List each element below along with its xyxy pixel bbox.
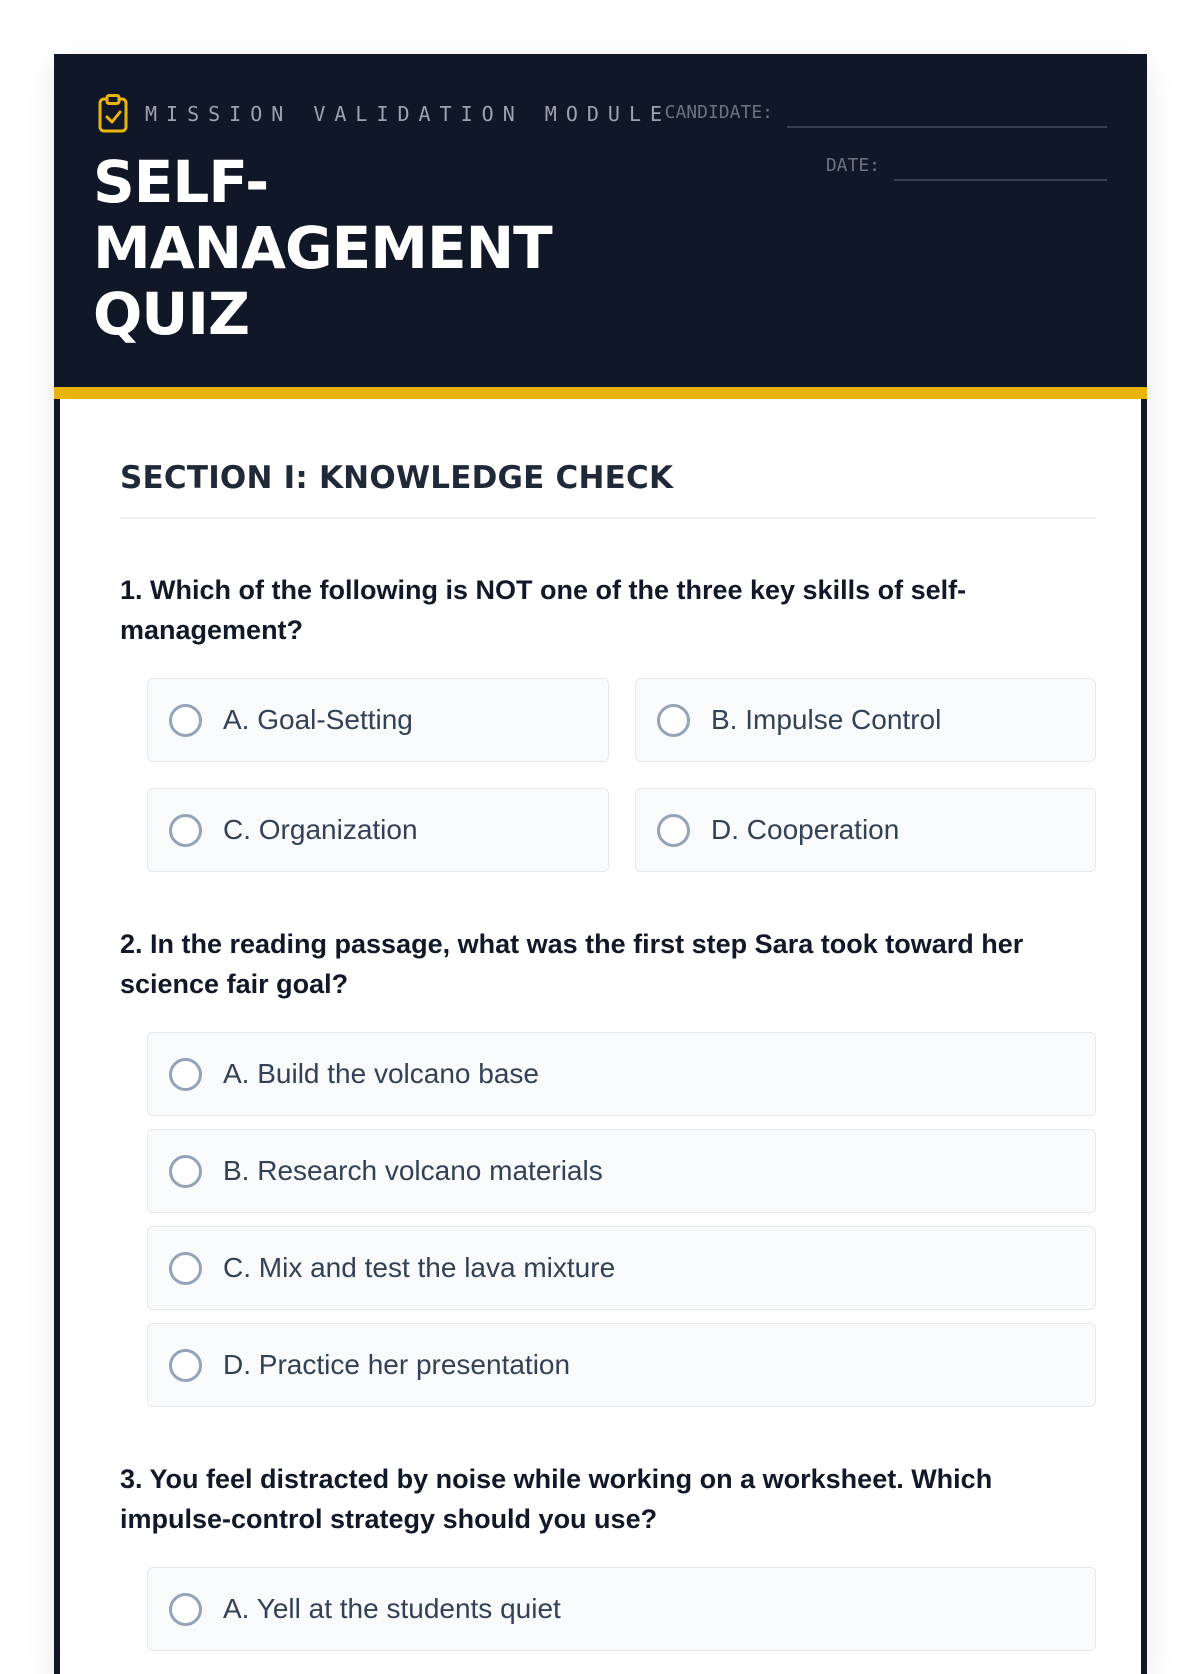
question-1 bbox=[120, 570, 1096, 845]
option-label: C. Organization bbox=[223, 814, 418, 845]
question-3 bbox=[120, 1459, 1096, 1624]
radio-icon[interactable] bbox=[169, 1155, 202, 1188]
question-2-option-d[interactable] bbox=[147, 1323, 1096, 1407]
header-accent-rule bbox=[54, 387, 1147, 399]
question-1-text: 1. Which of the following is NOT one of the three key skills of self-management? bbox=[120, 575, 967, 645]
option-label: B. Research volcano materials bbox=[223, 1155, 603, 1186]
radio-icon[interactable] bbox=[169, 1058, 202, 1091]
candidate-label: CANDIDATE: bbox=[664, 101, 773, 123]
question-2-option-c[interactable] bbox=[147, 1226, 1096, 1310]
page-title: SELF-MANAGEMENT QUIZ bbox=[93, 148, 552, 348]
clipboard-check-icon bbox=[97, 94, 129, 134]
option-label: B. Impulse Control bbox=[711, 704, 942, 735]
question-2-option-b[interactable] bbox=[147, 1129, 1096, 1213]
section-divider bbox=[120, 517, 1096, 519]
candidate-date-fields bbox=[647, 96, 1107, 196]
question-1-option-b[interactable] bbox=[635, 678, 1096, 762]
option-label: A. Goal-Setting bbox=[223, 704, 413, 735]
option-label: D. Practice her presentation bbox=[223, 1349, 571, 1380]
module-label: MISSION VALIDATION MODULE bbox=[145, 102, 672, 126]
question-1-option-a[interactable] bbox=[147, 678, 609, 762]
quiz-header bbox=[54, 54, 1147, 399]
candidate-row bbox=[665, 96, 1107, 128]
radio-icon[interactable] bbox=[169, 814, 202, 847]
date-input-line[interactable] bbox=[894, 149, 1107, 181]
option-label: D. Cooperation bbox=[711, 814, 900, 845]
question-2 bbox=[120, 924, 1096, 1380]
question-1-option-d[interactable] bbox=[635, 788, 1096, 872]
question-3-option-a[interactable] bbox=[147, 1567, 1096, 1651]
radio-icon[interactable] bbox=[169, 704, 202, 737]
date-label: DATE: bbox=[825, 154, 880, 176]
module-row bbox=[97, 94, 671, 134]
question-3-text: 3. You feel distracted by noise while working on a worksheet. Which impulse-control strategy should you use? bbox=[120, 1464, 993, 1534]
option-label: A. Build the volcano base bbox=[223, 1058, 539, 1089]
date-row bbox=[826, 149, 1107, 181]
radio-icon[interactable] bbox=[169, 1349, 202, 1382]
candidate-input-line[interactable] bbox=[787, 96, 1107, 128]
question-2-option-a[interactable] bbox=[147, 1032, 1096, 1116]
quiz-card bbox=[54, 54, 1147, 1674]
section-title: SECTION I: KNOWLEDGE CHECK bbox=[120, 460, 674, 496]
radio-icon[interactable] bbox=[657, 814, 690, 847]
option-label: C. Mix and test the lava mixture bbox=[223, 1252, 616, 1283]
radio-icon[interactable] bbox=[657, 704, 690, 737]
radio-icon[interactable] bbox=[169, 1252, 202, 1285]
radio-icon[interactable] bbox=[169, 1593, 202, 1626]
quiz-content bbox=[54, 399, 1147, 1674]
question-1-option-c[interactable] bbox=[147, 788, 609, 872]
option-label: A. Yell at the students quiet bbox=[223, 1593, 561, 1624]
question-2-text: 2. In the reading passage, what was the first step Sara took toward her science fair goal? bbox=[120, 929, 1024, 999]
